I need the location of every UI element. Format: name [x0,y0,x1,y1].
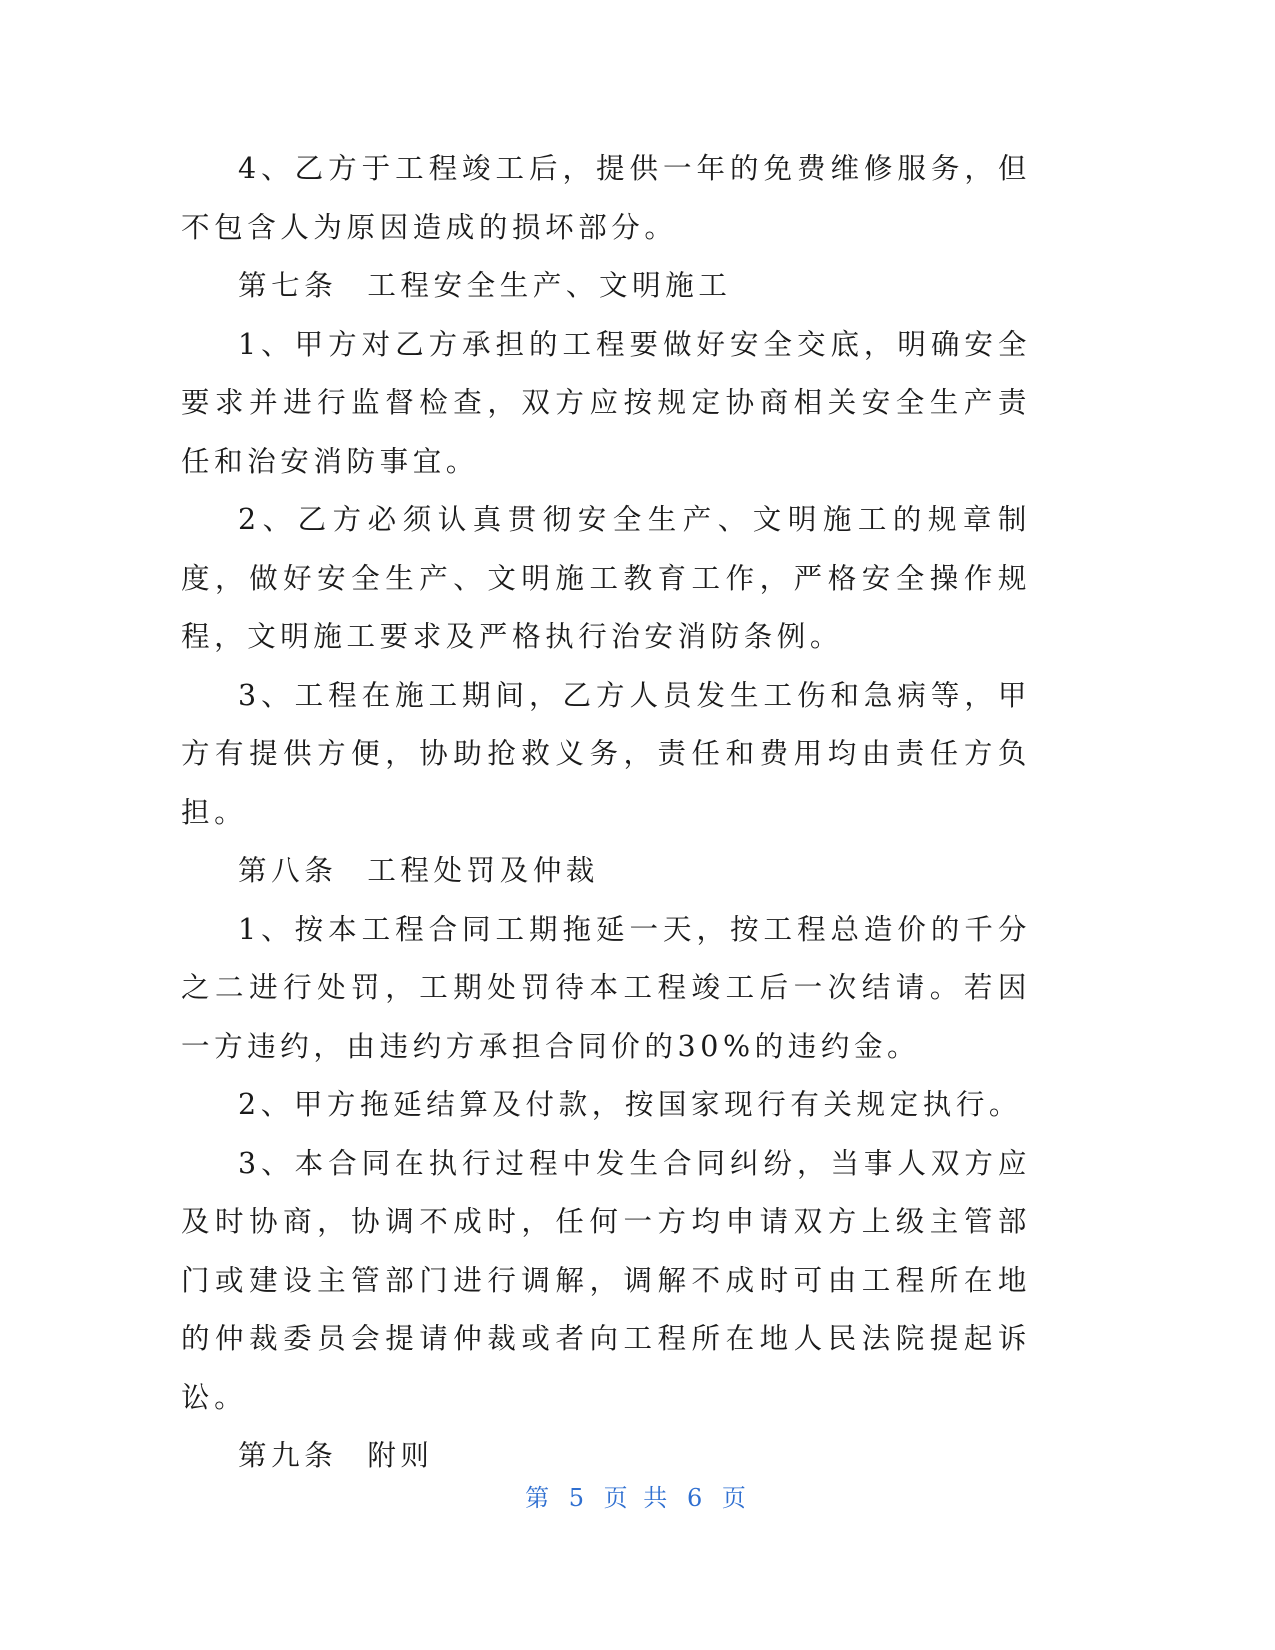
article-9-title: 附则 [367,1439,434,1472]
article-7-item-3: 3、工程在施工期间，乙方人员发生工伤和急病等，甲方有提供方便，协助抢救义务，责任和费用均由责任方负担。 [181,678,1031,829]
footer-prefix: 第 [525,1484,554,1512]
article-9-label: 第九条 [238,1439,338,1472]
page-number-footer [0,1478,1275,1513]
article-8-title: 工程处罚及仲裁 [367,854,600,887]
article-8-heading [181,842,1031,901]
article-9-heading [181,1427,1031,1486]
article-8-label: 第八条 [238,854,338,887]
article-8-item-3: 3、本合同在执行过程中发生合同纠纷，当事人双方应及时协商，协调不成时，任何一方均申请双方上级主管部门或建设主管部门进行调解，调解不成时可由工程所在地的仲裁委员会提请仲裁或者向工程所在地人民法院提起诉讼。 [181,1146,1031,1414]
article-7-heading [181,257,1031,316]
footer-suffix: 页 [721,1484,750,1512]
current-page-number: 5 [568,1484,589,1512]
article-7-title: 工程安全生产、文明施工 [367,269,732,302]
footer-middle: 页 共 [603,1484,672,1512]
article-7-label: 第七条 [238,269,338,302]
article-7-item-1: 1、甲方对乙方承担的工程要做好安全交底，明确安全要求并进行监督检查，双方应按规定协商相关安全生产责任和治安消防事宜。 [181,327,1031,478]
article-8-item-2: 2、甲方拖延结算及付款，按国家现行有关规定执行。 [238,1088,1023,1121]
clause-6-item-4: 4、乙方于工程竣工后，提供一年的免费维修服务，但不包含人为原因造成的损坏部分。 [181,152,1031,244]
document-body [181,140,1031,1486]
total-page-count: 6 [686,1484,707,1512]
article-8-item-1: 1、按本工程合同工期拖延一天，按工程总造价的千分之二进行处罚，工期处罚待本工程竣工后一次结请。若因一方违约，由违约方承担合同价的30%的违约金。 [181,912,1031,1063]
article-7-item-2: 2、乙方必须认真贯彻安全生产、文明施工的规章制度，做好安全生产、文明施工教育工作，严格安全操作规程，文明施工要求及严格执行治安消防条例。 [181,503,1031,653]
